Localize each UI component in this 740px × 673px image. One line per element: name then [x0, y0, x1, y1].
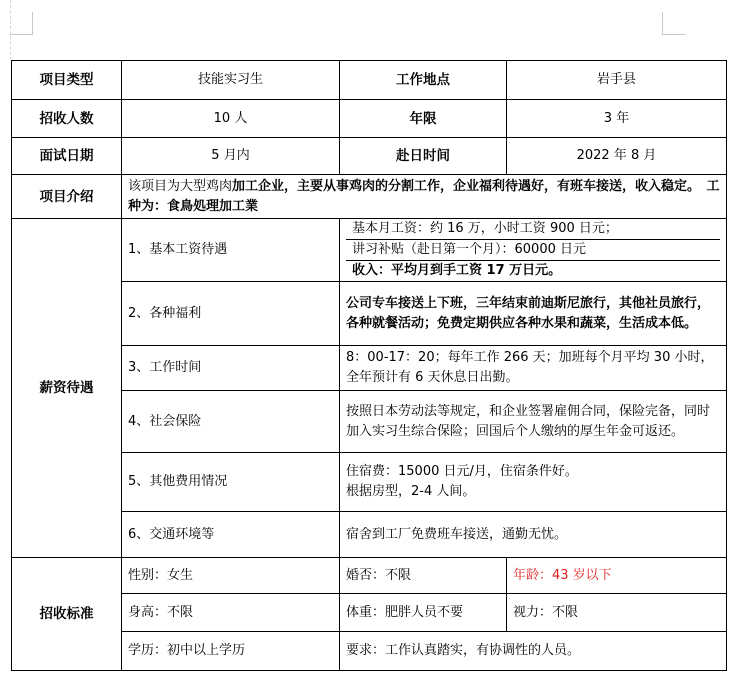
project-intro-text-bold: 加工企业，主要从事鸡肉的分割工作，企业福利待遇好，有班车接送，收入稳定。 工种为：食鳥処理加工業 — [128, 178, 720, 214]
monthly-take-home: 收入：平均月到手工资 17 万日元。 — [352, 263, 562, 278]
table-row — [12, 219, 727, 282]
table-row — [12, 61, 727, 100]
working-hours-value: 8：00-17：20；每年工作 266 天；加班每个月平均 30 小时，全年预计有 6 天休息日出勤。 — [340, 346, 727, 391]
salary-item-transport: 6、交通环境等 — [122, 512, 340, 558]
salary-item-working-hours: 3、工作时间 — [122, 346, 340, 391]
project-type-value: 技能实习生 — [122, 61, 340, 100]
project-intro-text-normal: 该项目为大型鸡肉 — [128, 178, 233, 194]
salary-item-social-insurance: 4、社会保险 — [122, 391, 340, 453]
term-label: 年限 — [340, 100, 507, 138]
other-costs-value — [340, 453, 727, 512]
project-info-table — [11, 60, 727, 671]
other-costs-line-2: 根据房型，2-4 人间。 — [346, 484, 476, 499]
salary-item-welfare: 2、各种福利 — [122, 282, 340, 346]
interview-date-label: 面试日期 — [12, 138, 122, 175]
project-type-label: 项目类型 — [12, 61, 122, 100]
project-intro-text — [122, 175, 727, 219]
requirement-cell: 要求：工作认真踏实，有协调性的人员。 — [340, 632, 727, 671]
table-row — [12, 138, 727, 175]
criteria-label: 招收标准 — [12, 558, 122, 671]
departure-time-value: 2022 年 8 月 — [507, 138, 727, 175]
other-costs-line-1: 住宿费：15000 日元/月，住宿条件好。 — [346, 464, 578, 479]
interview-date-value: 5 月内 — [122, 138, 340, 175]
departure-time-label: 赴日时间 — [340, 138, 507, 175]
weight-cell: 体重：肥胖人员不要 — [340, 594, 507, 632]
welfare-value: 公司专车接送上下班，三年结束前迪斯尼旅行，其他社员旅行，各种就餐活动；免费定期供应各种水果和蔬菜，生活成本低。 — [340, 282, 727, 346]
table-row — [12, 558, 727, 594]
table-row — [12, 175, 727, 219]
social-insurance-value: 按照日本劳动法等规定，和企业签署雇佣合同，保险完备，同时加入实习生综合保险；回国后个人缴纳的厚生年金可返还。 — [340, 391, 727, 453]
headcount-label: 招收人数 — [12, 100, 122, 138]
term-value: 3 年 — [507, 100, 727, 138]
margin-mark-top-left — [10, 12, 33, 35]
basic-salary-details — [340, 219, 727, 282]
education-cell: 学历：初中以上学历 — [122, 632, 340, 671]
vision-cell: 视力：不限 — [507, 594, 727, 632]
work-location-label: 工作地点 — [340, 61, 507, 100]
work-location-value: 岩手县 — [507, 61, 727, 100]
salary-label: 薪资待遇 — [12, 219, 122, 558]
training-allowance: 讲习补贴（赴日第一个月）：60000 日元 — [346, 240, 720, 261]
margin-guide-line — [10, 0, 11, 60]
margin-mark-top-right — [662, 12, 685, 35]
gender-cell: 性别：女生 — [122, 558, 340, 594]
headcount-value: 10 人 — [122, 100, 340, 138]
height-cell: 身高：不限 — [122, 594, 340, 632]
salary-item-basic: 1、基本工资待遇 — [122, 219, 340, 282]
age-limit-cell: 年龄：43 岁以下 — [507, 558, 727, 594]
marital-status-cell: 婚否：不限 — [340, 558, 507, 594]
salary-item-other-costs: 5、其他费用情况 — [122, 453, 340, 512]
table-row — [12, 100, 727, 138]
basic-monthly-wage: 基本月工资：约 16 万，小时工资 900 日元； — [346, 219, 720, 240]
project-intro-label: 项目介绍 — [12, 175, 122, 219]
transport-value: 宿舍到工厂免费班车接送，通勤无忧。 — [340, 512, 727, 558]
